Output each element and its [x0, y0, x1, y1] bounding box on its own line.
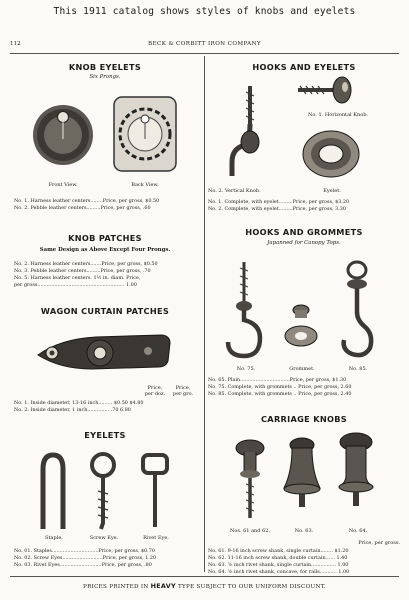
horizontal-knob-caption: No. 1. Horizontal Knob.: [308, 112, 368, 118]
carriage-knob-61-62-caption: Nos. 61 and 62.: [229, 528, 271, 534]
carriage-knobs-item-4: No. 64. ⅝ inch rivet shank, concave, for rails........... 1.00: [208, 569, 350, 575]
company-name: BECK & CORBITT IRON COMPANY: [148, 41, 261, 47]
knob-eyelet-back-image: [112, 95, 178, 173]
eyelets-item-1: No. 01. Staples..............................Price, per gross, $0.70: [14, 548, 155, 554]
rivet-eye-image: [138, 451, 172, 531]
hooks-grommets-title: HOOKS AND GROMMETS: [245, 227, 363, 237]
screw-eye-caption: Screw Eye.: [89, 535, 119, 541]
knob-patches-title: KNOB PATCHES: [68, 233, 142, 243]
carriage-knob-63-caption: No. 63.: [294, 528, 314, 534]
wagon-curtain-title: WAGON CURTAIN PATCHES: [40, 306, 170, 316]
footer-note: [0, 582, 409, 590]
price-per-gross-head: Price, per gross.: [358, 540, 400, 546]
hooks-grommets-item-1: No. 65. Plain................................Price, per gross, $1.30: [208, 377, 347, 383]
knob-eyelet-front-image: [32, 95, 94, 175]
wagon-curtain-item-2: No. 2. Inside diameter, 1 inch.............. .70 6.80: [14, 407, 131, 413]
hooks-eyelets-title: HOOKS AND EYELETS: [252, 62, 356, 72]
carriage-knobs-item-1: No. 61. 9-16 inch screw shank, single curtain........ $1.20: [208, 548, 349, 554]
header-rule: [10, 53, 399, 54]
staple-caption: Staple.: [45, 535, 63, 541]
hook-85-caption: No. 85.: [348, 366, 368, 372]
knob-patches-subtitle: Same Design as Above Except Four Prongs.: [39, 247, 171, 253]
staple-image: [38, 451, 68, 531]
knob-eyelets-title: KNOB EYELETS: [68, 62, 142, 72]
hooks-grommets-item-2: No. 75. Complete, with grommets .. Price, per gross, 2.60: [208, 384, 352, 390]
grommet-caption: Grommet.: [289, 366, 315, 372]
rivet-eye-caption: Rivet Eye.: [143, 535, 169, 541]
page-header: [10, 41, 399, 53]
hook-75-image: [222, 258, 268, 362]
front-view-caption: Front View.: [48, 182, 78, 188]
image-caption: This 1911 catalog shows styles of knobs and eyelets: [53, 6, 356, 17]
eyelet-caption: Eyelet.: [323, 188, 341, 194]
hook-75-caption: No. 75.: [236, 366, 256, 372]
page-number: 112: [10, 41, 21, 47]
wagon-curtain-patch-image: [30, 325, 176, 381]
knob-patches-item-1: No. 2. Harness leather centers.......Price, per gross, $0.50: [14, 261, 158, 267]
hooks-grommets-item-3: No. 85. Complete, with grommets .. Price, per gross, 2.40: [208, 391, 352, 397]
horizontal-knob-image: [296, 74, 356, 108]
column-divider: [204, 56, 205, 572]
knob-eyelets-item-2: No. 2. Pebble leather centers.........Price, per gross, .60: [14, 205, 151, 211]
hooks-eyelets-item-2: No. 2. Complete, with eyelet.........Price, per gross, 3.30: [208, 206, 347, 212]
carriage-knobs-title: CARRIAGE KNOBS: [261, 414, 347, 424]
hook-85-image: [334, 260, 380, 360]
hooks-grommets-subtitle: Japanned for Canopy Tops.: [267, 240, 341, 246]
carriage-knobs-item-2: No. 62. 11-16 inch screw shank, double curtain...... 1.40: [208, 555, 348, 561]
eyelets-item-3: No. 03. Rivet Eyes...........................Price, per gross, .80: [14, 562, 152, 568]
vertical-knob-caption: No. 2. Vertical Knob.: [208, 188, 261, 194]
footer-heavy: HEAVY: [150, 582, 176, 590]
eyelets-title: EYELETS: [84, 430, 126, 440]
grommet-image: [283, 300, 319, 352]
vertical-knob-image: [226, 84, 266, 180]
price-per-gro-head: Price, per gro.: [172, 385, 194, 397]
knob-eyelets-item-1: No. 1. Harness leather centers........Price, per gross, $0.50: [14, 198, 160, 204]
eyelet-ring-image: [300, 128, 362, 180]
hooks-eyelets-item-1: No. 1. Complete, with eyelet.........Price, per gross, $3.20: [208, 199, 350, 205]
price-per-doz-head: Price, per doz.: [144, 385, 166, 397]
knob-patches-item-4: per gross........................................................ 1.00: [14, 282, 137, 288]
wagon-curtain-item-1: No. 1. Inside diameter, 13-16 inch......... $0.50 $4.80: [14, 400, 144, 406]
knob-patches-item-2: No. 3. Pebble leather centers.........Price, per gross, .70: [14, 268, 151, 274]
footer-pre: PRICES PRINTED IN: [83, 584, 151, 590]
knob-patches-item-3: No. 5. Harness leather centers. 1½ in. diam. Price,: [14, 275, 141, 281]
carriage-knobs-item-3: No. 63. ⅝ inch rivet shank, single curtain................ 1.00: [208, 562, 349, 568]
carriage-knob-61-62-image: [230, 438, 270, 524]
screw-eye-image: [86, 451, 120, 531]
footer-post: TYPE SUBJECT TO OUR UNIFORM DISCOUNT.: [175, 584, 326, 590]
carriage-knob-64-caption: No. 64.: [348, 528, 368, 534]
back-view-caption: Back View.: [131, 182, 159, 188]
knob-eyelets-subtitle: Six Prongs.: [89, 74, 121, 80]
eyelets-item-2: No. 02. Screw Eyes..........................Price, per gross, 1.20: [14, 555, 157, 561]
carriage-knob-63-image: [280, 436, 324, 510]
footer-rule: [10, 576, 399, 577]
carriage-knob-64-image: [334, 432, 378, 510]
